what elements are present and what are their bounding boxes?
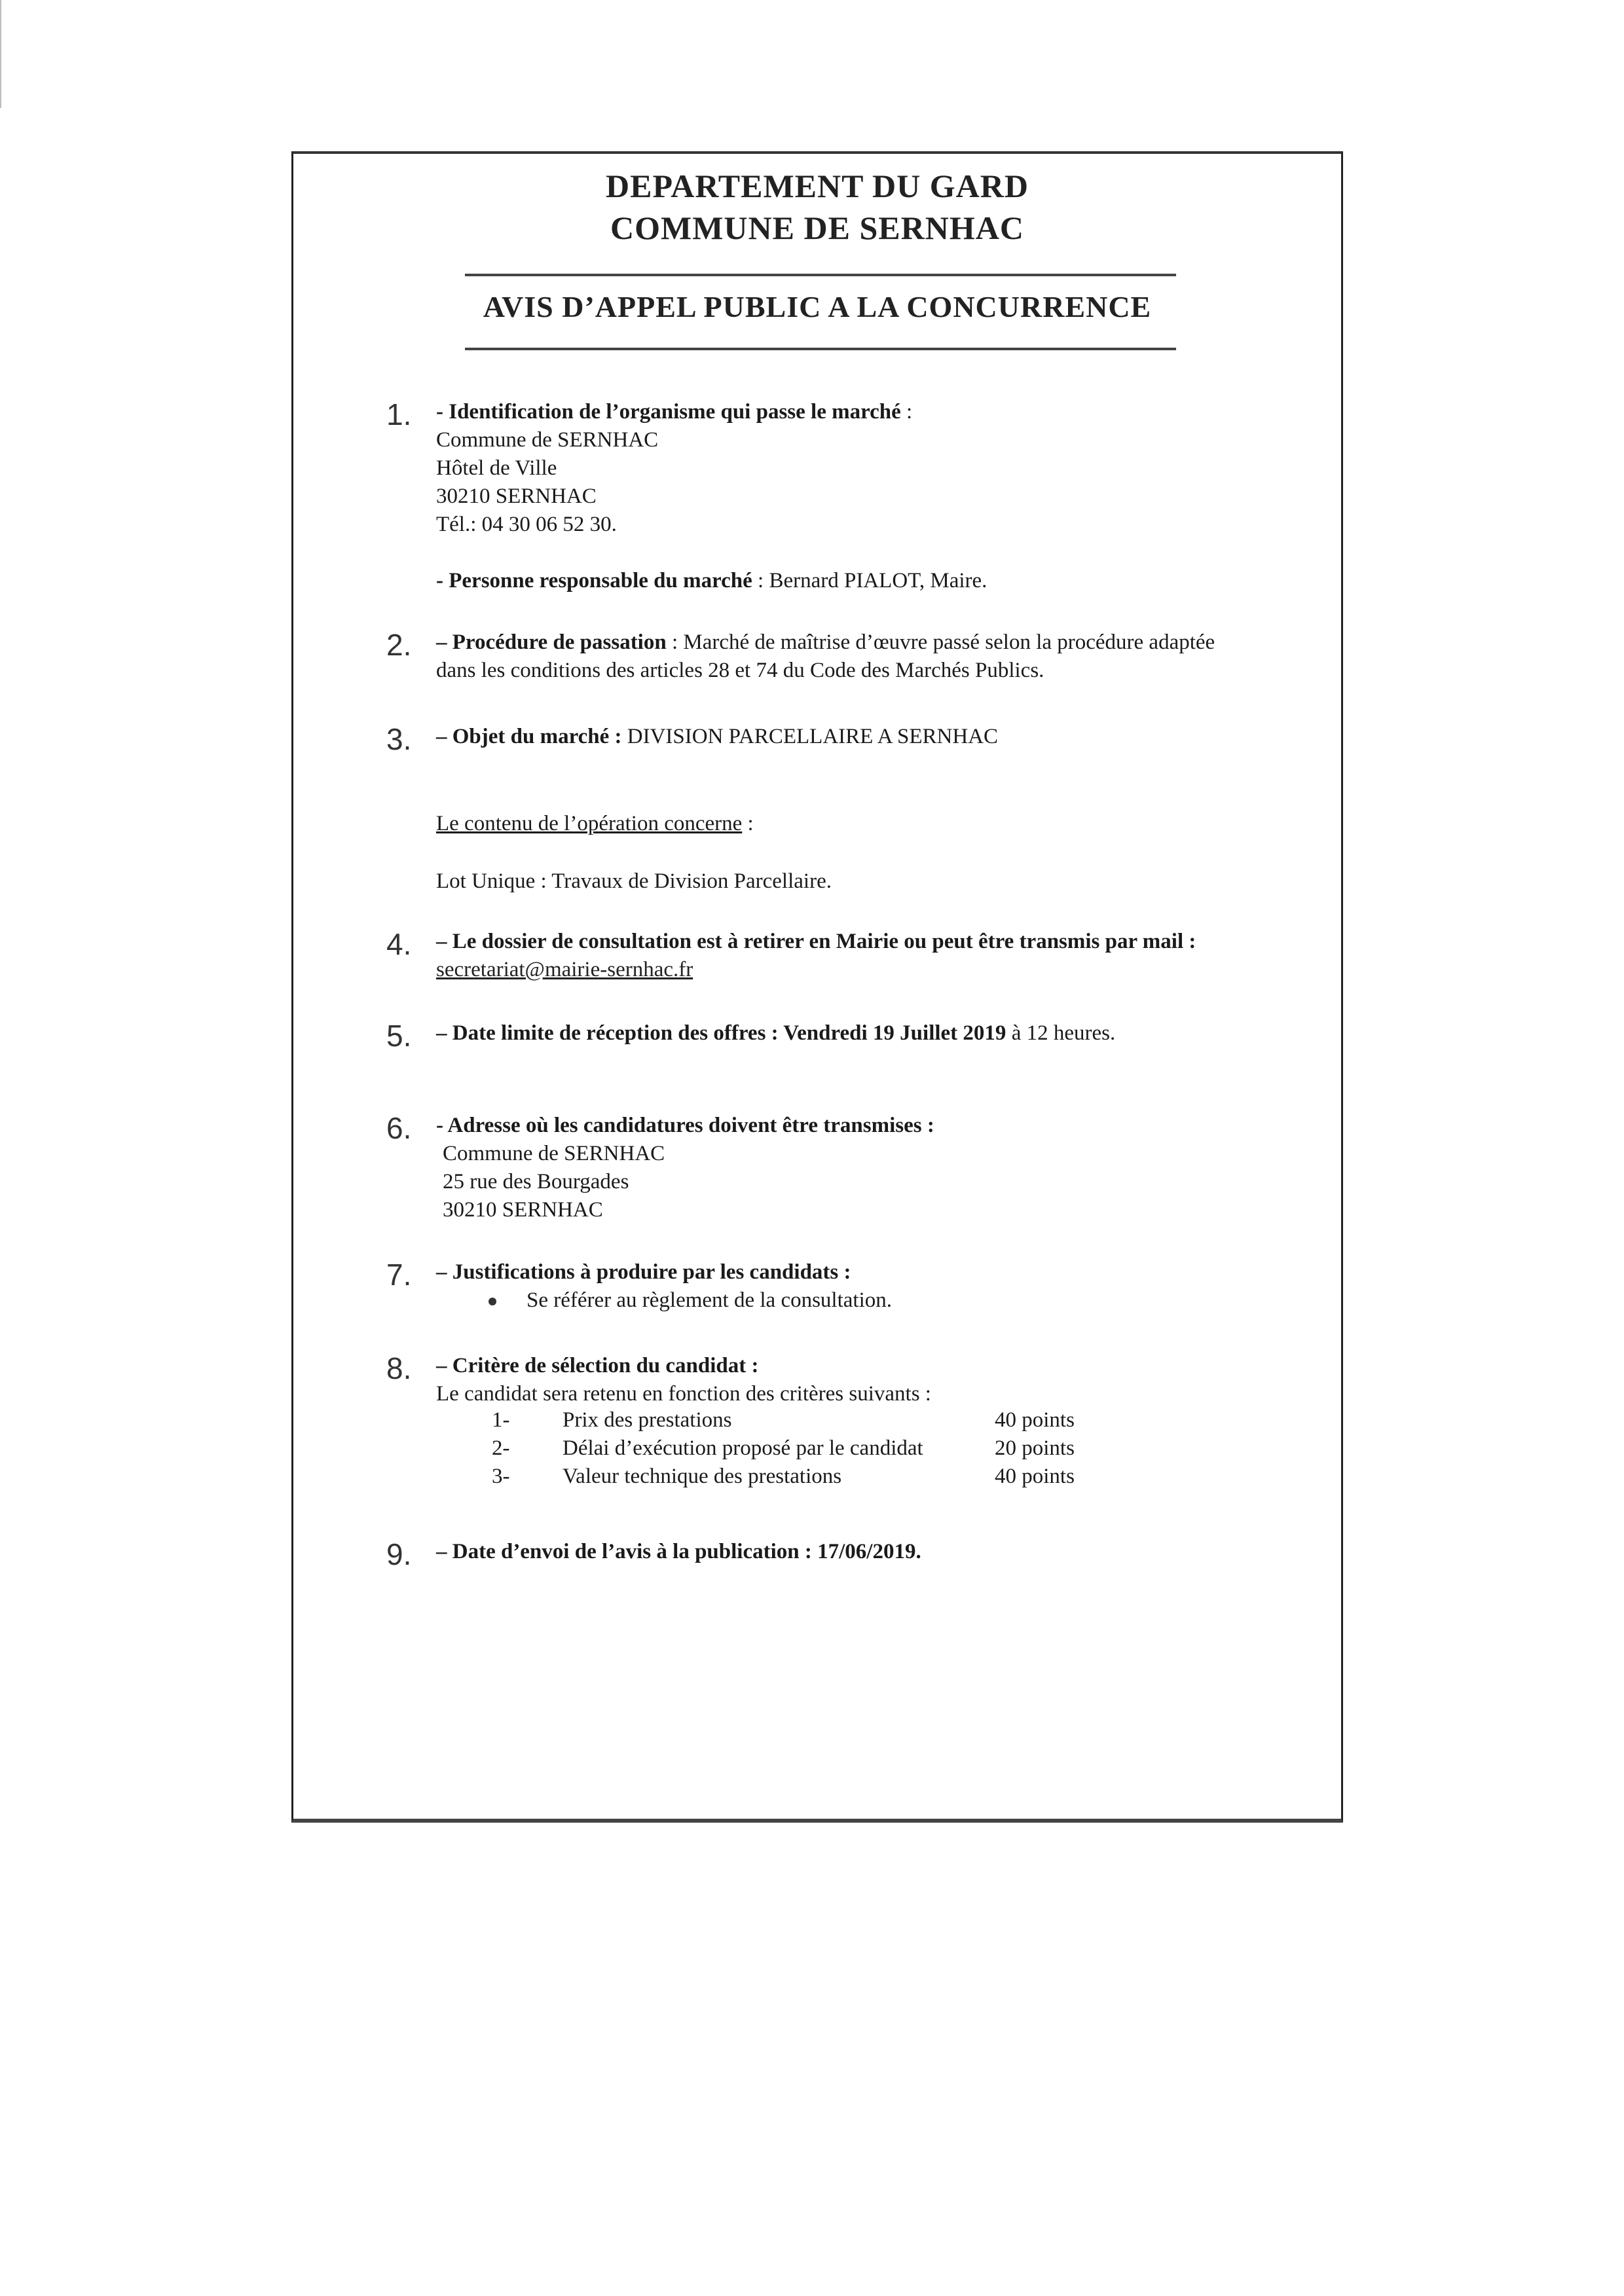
section-1-address-line: Hôtel de Ville <box>436 456 557 480</box>
section-8 <box>436 1352 931 1408</box>
content-sep: : <box>742 812 754 835</box>
section-4-label: – Le dossier de consultation est à retirer en Mairie ou peut être transmis par mail : <box>436 930 1196 953</box>
department-heading: DEPARTEMENT DU GARD <box>606 168 1029 204</box>
lot-text: Lot Unique : Travaux de Division Parcellaire. <box>436 869 832 893</box>
section-number-6: 6. <box>386 1111 412 1145</box>
section-5 <box>436 1019 1115 1048</box>
section-number-4: 4. <box>386 927 412 961</box>
section-number-3: 3. <box>386 722 412 756</box>
divider-top <box>465 274 1176 276</box>
bullet-icon <box>489 1298 496 1305</box>
criterion-label: Délai d’exécution proposé par le candidat <box>563 1436 923 1460</box>
section-3-lot <box>436 867 832 896</box>
section-9-label: – Date d’envoi de l’avis à la publication : 17/06/2019. <box>436 1540 921 1563</box>
section-8-intro: Le candidat sera retenu en fonction des critères suivants : <box>436 1382 931 1406</box>
scan-edge-mark <box>0 0 1 108</box>
criterion-points: 40 points <box>995 1408 1075 1432</box>
notice-title: AVIS D’APPEL PUBLIC A LA CONCURRENCE <box>483 290 1152 323</box>
section-8-label: – Critère de sélection du candidat : <box>436 1354 759 1377</box>
section-1 <box>436 398 912 539</box>
section-7 <box>436 1258 892 1315</box>
divider-bottom <box>465 348 1176 350</box>
section-2-text-cont: dans les conditions des articles 28 et 74 du Code des Marchés Publics. <box>436 659 1044 682</box>
criteria-list <box>426 1408 1212 1493</box>
section-6-label: - Adresse où les candidatures doivent être transmises : <box>436 1114 934 1137</box>
section-number-1: 1. <box>386 397 412 431</box>
section-1-responsible <box>436 567 987 595</box>
criterion-points: 40 points <box>995 1465 1075 1488</box>
section-3-label: – Objet du marché : <box>436 725 622 748</box>
section-1-sep: : <box>900 400 913 424</box>
section-5-label: – Date limite de réception des offres : Vendredi 19 Juillet 2019 <box>436 1021 1006 1045</box>
section-1-address-line: Commune de SERNHAC <box>436 428 659 452</box>
criterion-index: 1- <box>492 1408 510 1432</box>
section-7-bullet-text: Se référer au règlement de la consultation. <box>526 1288 893 1312</box>
criterion-label: Valeur technique des prestations <box>563 1465 842 1488</box>
section-2-label: – Procédure de passation <box>436 630 667 654</box>
criterion-points: 20 points <box>995 1436 1075 1460</box>
section-4 <box>436 928 1196 984</box>
section-1-address-line: 30210 SERNHAC <box>436 484 597 508</box>
section-2-text: : Marché de maîtrise d’œuvre passé selon la procédure adaptée <box>666 630 1215 654</box>
section-number-5: 5. <box>386 1019 412 1053</box>
commune-heading: COMMUNE DE SERNHAC <box>610 210 1024 246</box>
section-1-label: - Identification de l’organisme qui passe le marché <box>436 400 901 424</box>
section-9 <box>436 1538 921 1566</box>
criterion-index: 3- <box>492 1465 510 1488</box>
section-number-2: 2. <box>386 628 412 662</box>
section-5-value: à 12 heures. <box>1006 1021 1116 1045</box>
responsible-value: : Bernard PIALOT, Maire. <box>752 569 987 592</box>
section-3-value: DIVISION PARCELLAIRE A SERNHAC <box>621 725 999 748</box>
section-number-8: 8. <box>386 1351 412 1385</box>
criterion-index: 2- <box>492 1436 510 1460</box>
section-6-address-line: Commune de SERNHAC <box>443 1142 665 1165</box>
email-link[interactable]: secretariat@mairie-sernhac.fr <box>436 958 693 981</box>
section-6 <box>436 1112 934 1224</box>
section-number-7: 7. <box>386 1258 412 1292</box>
criterion-label: Prix des prestations <box>563 1408 732 1432</box>
section-6-address-line: 30210 SERNHAC <box>443 1198 603 1222</box>
section-number-9: 9. <box>386 1537 412 1571</box>
section-2 <box>436 629 1215 685</box>
content-label: Le contenu de l’opération concerne <box>436 812 743 835</box>
responsible-label: - Personne responsable du marché <box>436 569 752 592</box>
section-3 <box>436 723 998 751</box>
section-6-address-line: 25 rue des Bourgades <box>443 1170 629 1194</box>
section-3-content <box>436 810 754 838</box>
section-1-phone: Tél.: 04 30 06 52 30. <box>436 513 617 536</box>
section-7-label: – Justifications à produire par les candidats : <box>436 1260 851 1284</box>
